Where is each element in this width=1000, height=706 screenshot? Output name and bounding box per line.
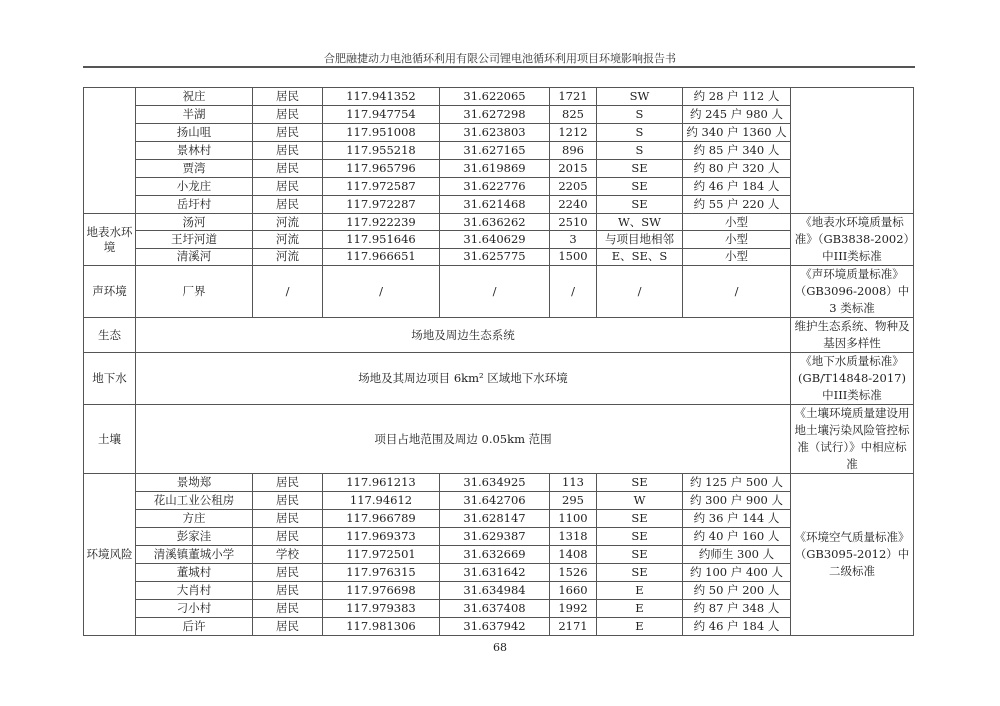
cell-name: 汤河 [136, 214, 253, 231]
cell-latitude: 31.628147 [440, 510, 550, 528]
cell-name: 后许 [136, 618, 253, 636]
scope-description: 项目占地范围及周边 0.05km 范围 [136, 405, 791, 474]
table-row [84, 405, 914, 474]
table-row [84, 582, 914, 600]
cell-latitude: 31.634984 [440, 582, 550, 600]
cell-type: 居民 [253, 618, 323, 636]
cell-type: / [253, 266, 323, 318]
category-label [84, 88, 136, 214]
cell-distance: 1992 [550, 600, 597, 618]
cell-distance: 1721 [550, 88, 597, 106]
standard-cell [791, 88, 914, 214]
cell-direction: SE [597, 564, 683, 582]
standard-cell: 《地下水质量标准》(GB/T14848-2017)中III类标准 [791, 353, 914, 405]
standard-cell: 《环境空气质量标准》（GB3095-2012）中二级标准 [791, 474, 914, 636]
cell-scale: 约 100 户 400 人 [683, 564, 791, 582]
table-row [84, 600, 914, 618]
cell-longitude: 117.94612 [323, 492, 440, 510]
cell-scale: 约 300 户 900 人 [683, 492, 791, 510]
cell-direction: SE [597, 546, 683, 564]
cell-name: 小龙庄 [136, 178, 253, 196]
cell-longitude: 117.965796 [323, 160, 440, 178]
table-row [84, 231, 914, 248]
table-row [84, 142, 914, 160]
category-label: 土壤 [84, 405, 136, 474]
cell-name: 扬山咀 [136, 124, 253, 142]
cell-longitude: 117.972501 [323, 546, 440, 564]
cell-name: 清溪镇董城小学 [136, 546, 253, 564]
cell-distance: / [550, 266, 597, 318]
cell-type: 河流 [253, 231, 323, 248]
cell-longitude: 117.941352 [323, 88, 440, 106]
cell-type: 居民 [253, 600, 323, 618]
cell-distance: 2205 [550, 178, 597, 196]
cell-latitude: 31.622776 [440, 178, 550, 196]
cell-distance: 1526 [550, 564, 597, 582]
cell-longitude: 117.966651 [323, 248, 440, 265]
cell-direction: 与项目地相邻 [597, 231, 683, 248]
table-row [84, 214, 914, 231]
cell-type: 居民 [253, 160, 323, 178]
cell-type: 学校 [253, 546, 323, 564]
environment-protection-targets-table [83, 87, 914, 636]
table-row [84, 106, 914, 124]
page-header-title: 合肥融捷动力电池循环利用有限公司锂电池循环利用项目环境影响报告书 [324, 52, 676, 65]
cell-name: 厂界 [136, 266, 253, 318]
cell-name: 彭家洼 [136, 528, 253, 546]
table-row [84, 88, 914, 106]
cell-distance: 1660 [550, 582, 597, 600]
cell-latitude: 31.634925 [440, 474, 550, 492]
cell-name: 半湖 [136, 106, 253, 124]
table-row [84, 196, 914, 214]
cell-direction: E、SE、S [597, 248, 683, 265]
standard-cell: 《土壤环境质量建设用地土壤污染风险管控标准（试行）》中相应标准 [791, 405, 914, 474]
cell-latitude: 31.629387 [440, 528, 550, 546]
cell-type: 居民 [253, 196, 323, 214]
cell-direction: SE [597, 160, 683, 178]
cell-direction: E [597, 600, 683, 618]
cell-scale: 小型 [683, 214, 791, 231]
cell-longitude: 117.972587 [323, 178, 440, 196]
table-row [84, 160, 914, 178]
cell-direction: E [597, 582, 683, 600]
category-label: 地下水 [84, 353, 136, 405]
cell-type: 居民 [253, 528, 323, 546]
cell-type: 居民 [253, 124, 323, 142]
category-label: 地表水环境 [84, 214, 136, 266]
cell-distance: 1408 [550, 546, 597, 564]
cell-type: 河流 [253, 248, 323, 265]
cell-type: 居民 [253, 106, 323, 124]
cell-scale: 约 46 户 184 人 [683, 618, 791, 636]
cell-latitude: 31.631642 [440, 564, 550, 582]
cell-longitude: / [323, 266, 440, 318]
cell-latitude: 31.642706 [440, 492, 550, 510]
standard-cell: 《地表水环境质量标准》（GB3838-2002）中III类标准 [791, 214, 914, 266]
cell-type: 居民 [253, 178, 323, 196]
table-row [84, 248, 914, 265]
cell-distance: 896 [550, 142, 597, 160]
cell-longitude: 117.947754 [323, 106, 440, 124]
cell-direction: W [597, 492, 683, 510]
cell-latitude: 31.622065 [440, 88, 550, 106]
cell-latitude: 31.627298 [440, 106, 550, 124]
cell-scale: 约 340 户 1360 人 [683, 124, 791, 142]
cell-name: 董城村 [136, 564, 253, 582]
cell-type: 居民 [253, 492, 323, 510]
cell-distance: 2015 [550, 160, 597, 178]
cell-distance: 2240 [550, 196, 597, 214]
cell-longitude: 117.961213 [323, 474, 440, 492]
cell-longitude: 117.966789 [323, 510, 440, 528]
cell-type: 河流 [253, 214, 323, 231]
table-row [84, 474, 914, 492]
cell-distance: 2171 [550, 618, 597, 636]
cell-scale: 约 245 户 980 人 [683, 106, 791, 124]
cell-latitude: / [440, 266, 550, 318]
cell-direction: SE [597, 510, 683, 528]
cell-name: 景林村 [136, 142, 253, 160]
cell-type: 居民 [253, 474, 323, 492]
cell-name: 贾湾 [136, 160, 253, 178]
cell-latitude: 31.632669 [440, 546, 550, 564]
table-row [84, 564, 914, 582]
cell-type: 居民 [253, 88, 323, 106]
cell-latitude: 31.640629 [440, 231, 550, 248]
cell-longitude: 117.972287 [323, 196, 440, 214]
cell-scale: / [683, 266, 791, 318]
cell-latitude: 31.621468 [440, 196, 550, 214]
cell-name: 景坳郑 [136, 474, 253, 492]
cell-longitude: 117.979383 [323, 600, 440, 618]
cell-name: 刁小村 [136, 600, 253, 618]
cell-distance: 825 [550, 106, 597, 124]
cell-scale: 约 85 户 340 人 [683, 142, 791, 160]
cell-scale: 小型 [683, 248, 791, 265]
cell-latitude: 31.627165 [440, 142, 550, 160]
cell-name: 岳圩村 [136, 196, 253, 214]
cell-longitude: 117.976698 [323, 582, 440, 600]
cell-latitude: 31.637408 [440, 600, 550, 618]
cell-direction: / [597, 266, 683, 318]
cell-distance: 1212 [550, 124, 597, 142]
cell-scale: 小型 [683, 231, 791, 248]
cell-longitude: 117.969373 [323, 528, 440, 546]
cell-latitude: 31.636262 [440, 214, 550, 231]
cell-scale: 约 80 户 320 人 [683, 160, 791, 178]
cell-direction: S [597, 106, 683, 124]
cell-name: 清溪河 [136, 248, 253, 265]
cell-direction: W、SW [597, 214, 683, 231]
cell-scale: 约 125 户 500 人 [683, 474, 791, 492]
cell-latitude: 31.625775 [440, 248, 550, 265]
table-row [84, 510, 914, 528]
cell-scale: 约 55 户 220 人 [683, 196, 791, 214]
table-row [84, 178, 914, 196]
cell-type: 居民 [253, 564, 323, 582]
cell-distance: 1500 [550, 248, 597, 265]
cell-latitude: 31.623803 [440, 124, 550, 142]
table-row [84, 353, 914, 405]
cell-name: 祝庄 [136, 88, 253, 106]
page-number: 68 [493, 641, 507, 654]
header-divider [83, 66, 915, 68]
cell-direction: S [597, 124, 683, 142]
cell-scale: 约 50 户 200 人 [683, 582, 791, 600]
cell-direction: SE [597, 474, 683, 492]
cell-latitude: 31.619869 [440, 160, 550, 178]
category-label: 环境风险 [84, 474, 136, 636]
cell-name: 王圩河道 [136, 231, 253, 248]
cell-direction: SW [597, 88, 683, 106]
cell-longitude: 117.976315 [323, 564, 440, 582]
cell-distance: 3 [550, 231, 597, 248]
cell-distance: 1100 [550, 510, 597, 528]
table-row [84, 546, 914, 564]
table-row [84, 266, 914, 318]
table-row [84, 318, 914, 353]
cell-direction: SE [597, 196, 683, 214]
cell-distance: 2510 [550, 214, 597, 231]
cell-scale: 约 36 户 144 人 [683, 510, 791, 528]
cell-distance: 295 [550, 492, 597, 510]
category-label: 声环境 [84, 266, 136, 318]
standard-cell: 维护生态系统、物种及基因多样性 [791, 318, 914, 353]
cell-longitude: 117.922239 [323, 214, 440, 231]
table-row [84, 528, 914, 546]
cell-direction: SE [597, 528, 683, 546]
cell-name: 方庄 [136, 510, 253, 528]
cell-longitude: 117.981306 [323, 618, 440, 636]
cell-direction: E [597, 618, 683, 636]
scope-description: 场地及其周边项目 6km² 区域地下水环境 [136, 353, 791, 405]
cell-longitude: 117.951008 [323, 124, 440, 142]
cell-distance: 113 [550, 474, 597, 492]
cell-distance: 1318 [550, 528, 597, 546]
table-row [84, 492, 914, 510]
cell-type: 居民 [253, 510, 323, 528]
cell-type: 居民 [253, 582, 323, 600]
cell-direction: S [597, 142, 683, 160]
cell-longitude: 117.951646 [323, 231, 440, 248]
cell-latitude: 31.637942 [440, 618, 550, 636]
cell-scale: 约 28 户 112 人 [683, 88, 791, 106]
standard-cell: 《声环境质量标准》（GB3096-2008）中 3 类标准 [791, 266, 914, 318]
cell-scale: 约师生 300 人 [683, 546, 791, 564]
cell-name: 大肖村 [136, 582, 253, 600]
scope-description: 场地及周边生态系统 [136, 318, 791, 353]
cell-type: 居民 [253, 142, 323, 160]
cell-name: 花山工业公租房 [136, 492, 253, 510]
cell-longitude: 117.955218 [323, 142, 440, 160]
cell-scale: 约 40 户 160 人 [683, 528, 791, 546]
table-row [84, 618, 914, 636]
table-row [84, 124, 914, 142]
cell-scale: 约 87 户 348 人 [683, 600, 791, 618]
cell-scale: 约 46 户 184 人 [683, 178, 791, 196]
category-label: 生态 [84, 318, 136, 353]
cell-direction: SE [597, 178, 683, 196]
